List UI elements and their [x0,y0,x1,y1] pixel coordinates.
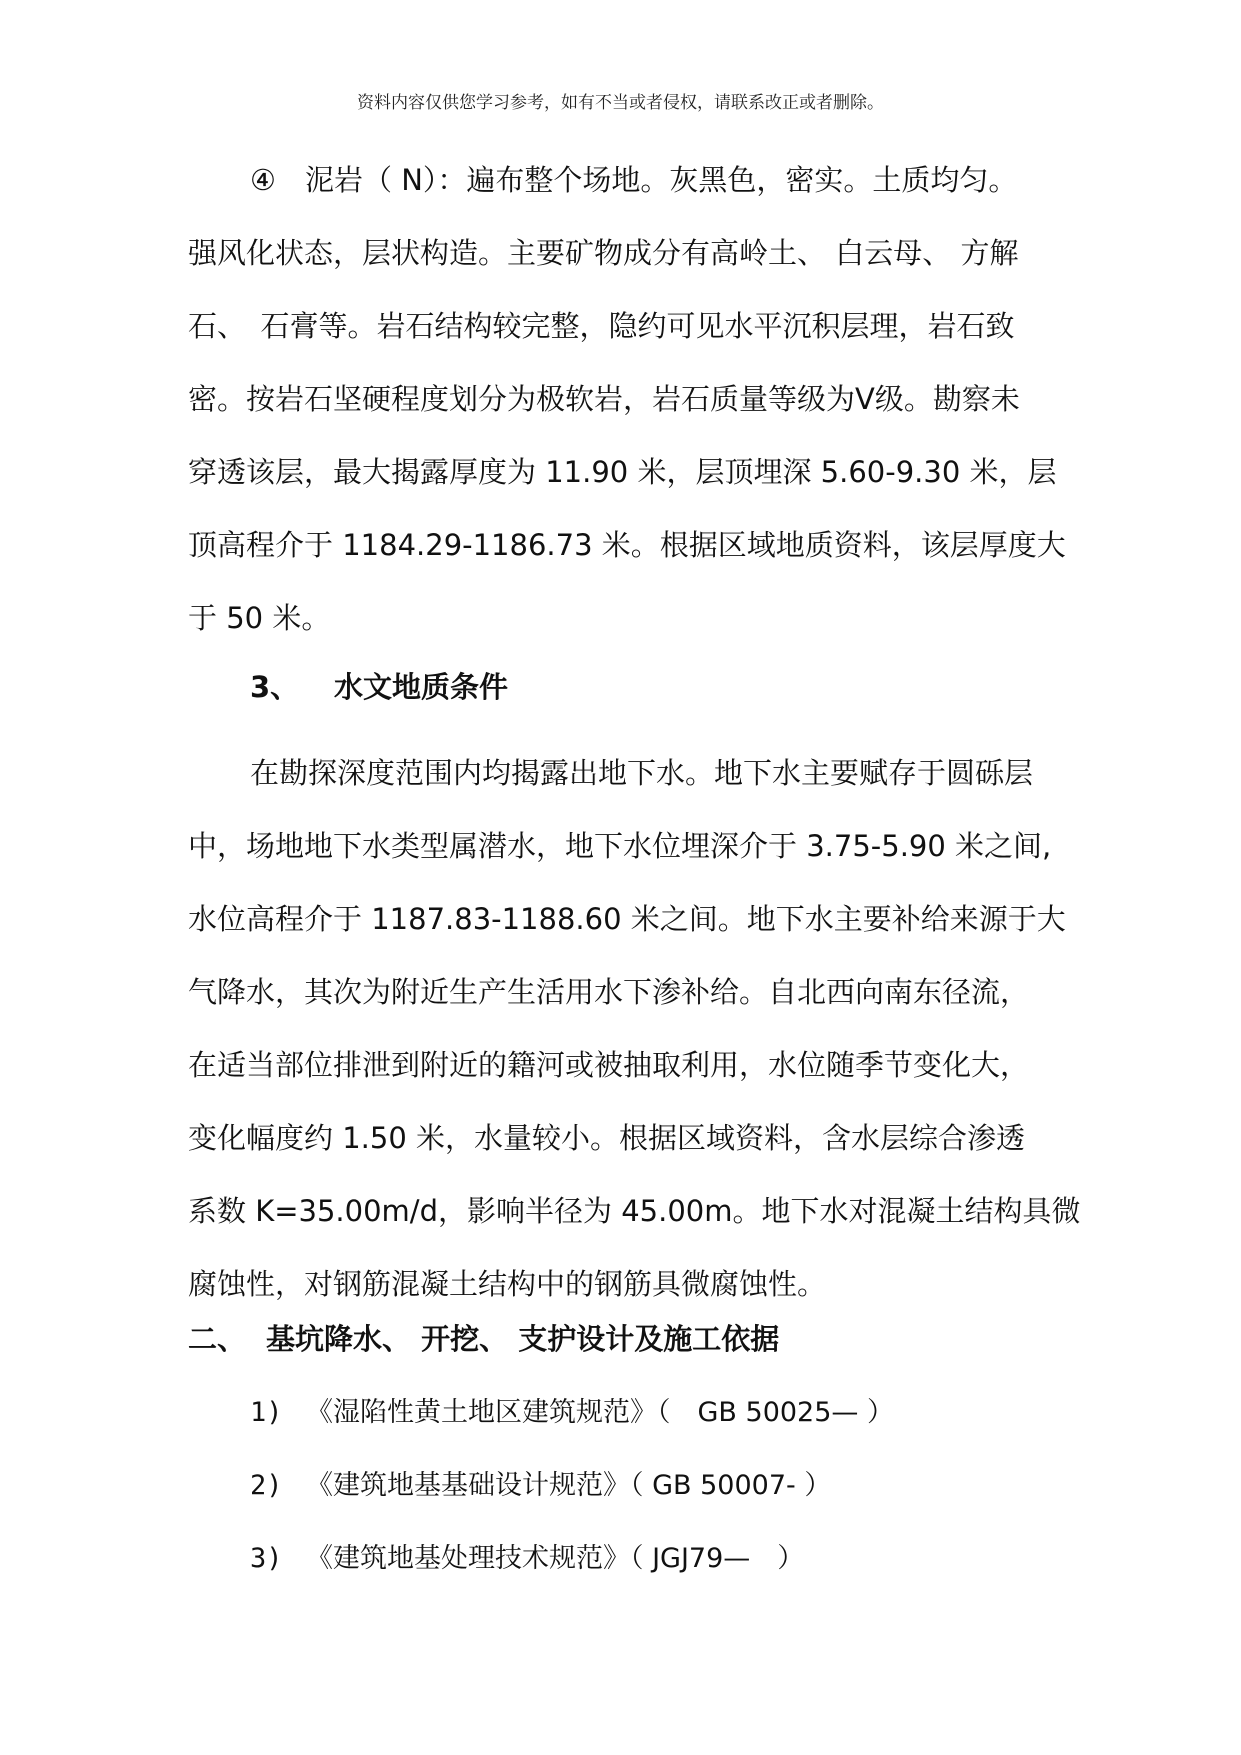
text-line: 在适当部位排泄到附近的籍河或被抽取利用，水位随季节变化大， [188,1048,1030,1082]
header-disclaimer: 资料内容仅供您学习参考，如有不当或者侵权，请联系改正或者删除。 [357,93,884,113]
reference-item [250,1390,894,1429]
reference-text: 《湿陷性黄土地区建筑规范》（ GB 50025— ） [306,1397,895,1428]
text-line: 变化幅度约 1.50 米，水量较小。根据区域资料，含水层综合渗透 [188,1121,1026,1155]
section-heading-design-basis [188,1317,779,1358]
text-line: 在勘探深度范围内均揭露出地下水。地下水主要赋存于圆砾层 [250,756,1034,790]
section-number: 二、 [188,1322,247,1356]
text-line: ④ 泥岩（ N）：遍布整个场地。灰黑色，密实。土质均匀。 [250,163,1018,197]
text-line: 强风化状态，层状构造。主要矿物成分有高岭土、 白云母、 方解 [188,236,1019,270]
reference-text: 《建筑地基基础设计规范》（ GB 50007- ） [306,1470,832,1501]
text-line: 顶高程介于 1184.29-1186.73 米。根据区域地质资料，该层厚度大 [188,528,1066,562]
reference-number: 2) [250,1470,283,1501]
reference-item [250,1536,804,1575]
paragraph-groundwater [188,737,1108,1321]
reference-text: 《建筑地基处理技术规范》（ JGJ79— ） [306,1543,805,1574]
text-line: 石、 石膏等。岩石结构较完整，隐约可见水平沉积层理，岩石致 [188,309,1015,343]
text-line: 中，场地地下水类型属潜水，地下水位埋深介于 3.75-5.90 米之间, [188,829,1052,863]
text-line: 于 50 米。 [188,601,331,635]
text-line: 密。按岩石坚硬程度划分为极软岩，岩石质量等级为Ⅴ级。勘察未 [188,382,1020,416]
text-line: 穿透该层，最大揭露厚度为 11.90 米，层顶埋深 5.60-9.30 米，层 [188,455,1057,489]
reference-number: 1) [250,1397,283,1428]
text-line: 水位高程介于 1187.83-1188.60 米之间。地下水主要补给来源于大 [188,902,1066,936]
section-title: 水文地质条件 [334,670,509,704]
section-number: 3、 [250,670,300,704]
section-title: 基坑降水、 开挖、 支护设计及施工依据 [266,1322,780,1356]
reference-number: 3) [250,1543,283,1574]
text-line: 气降水，其次为附近生产生活用水下渗补给。自北西向南东径流， [188,975,1030,1009]
section-heading-hydrogeology [250,665,508,706]
paragraph-mudstone [188,144,1108,655]
text-line: 系数 K=35.00m/d，影响半径为 45.00m。地下水对混凝土结构具微 [188,1194,1081,1228]
text-line: 腐蚀性，对钢筋混凝土结构中的钢筋具微腐蚀性。 [188,1267,827,1301]
reference-item [250,1463,831,1502]
